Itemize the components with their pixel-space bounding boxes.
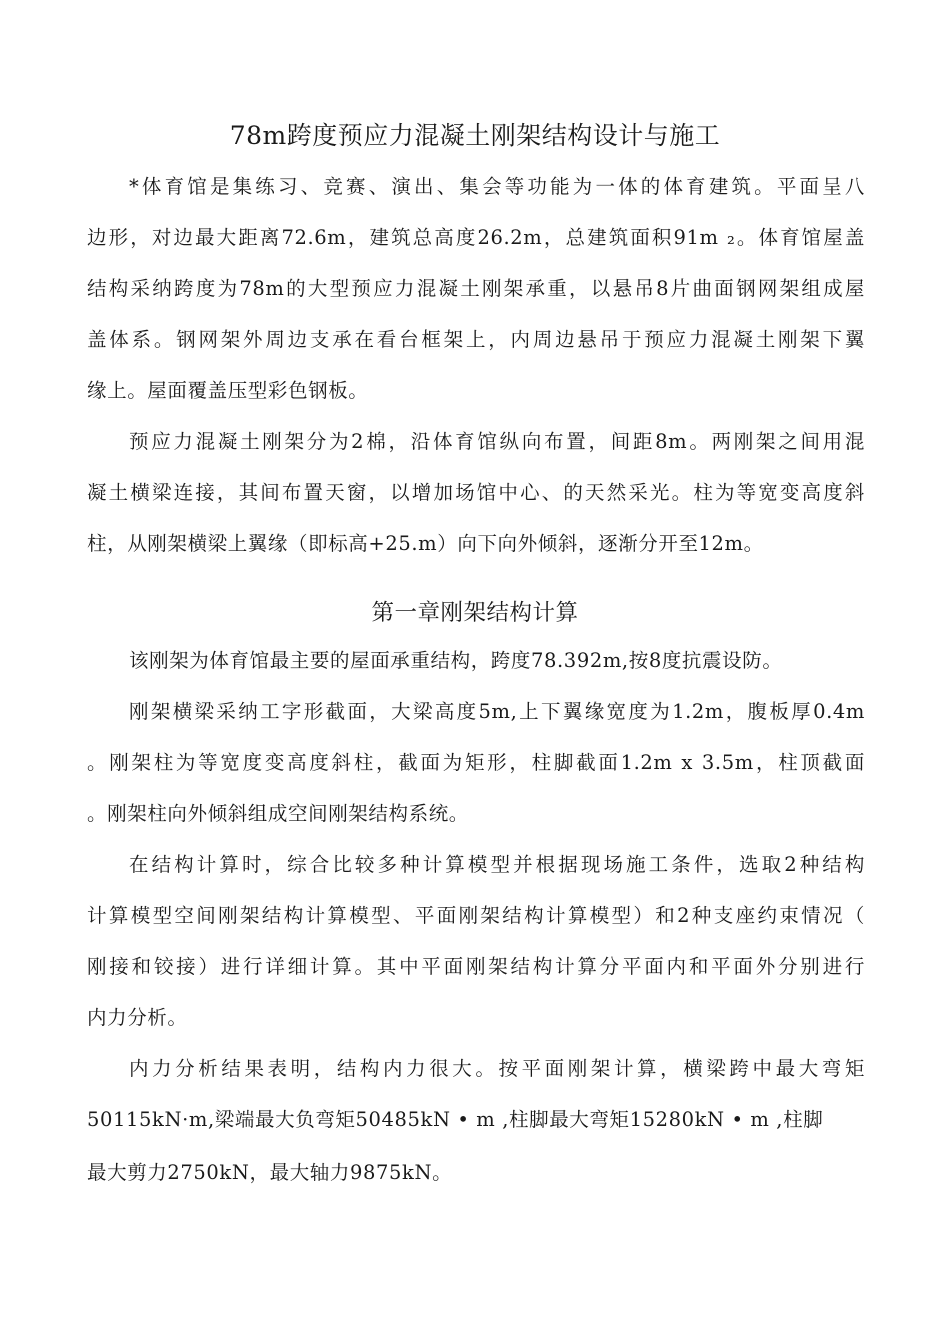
paragraph-line: 刚接和铰接）进行详细计算。其中平面刚架结构计算分平面内和平面外分别进行 [87, 955, 865, 978]
paragraph-line: 50115kN·m,梁端最大负弯矩50485kN • m ,柱脚最大弯矩15280kN • m ,柱脚 [87, 1108, 824, 1131]
paragraph-line: 凝土横梁连接，其间布置天窗，以增加场馆中心、的天然采光。柱为等宽变高度斜 [87, 481, 865, 504]
paragraph-line: 内力分析结果表明，结构内力很大。按平面刚架计算，横梁跨中最大弯矩 [129, 1057, 865, 1080]
paragraph-line: *体育馆是集练习、竞赛、演出、集会等功能为一体的体育建筑。平面呈八 [129, 175, 865, 198]
paragraph-line: 缘上。屋面覆盖压型彩色钢板。 [87, 379, 369, 402]
paragraph-line: 结构采纳跨度为78m的大型预应力混凝土刚架承重，以悬吊8片曲面钢网架组成屋 [87, 277, 865, 300]
paragraph-line: 最大剪力2750kN，最大轴力9875kN。 [87, 1161, 453, 1184]
paragraph-line: 预应力混凝土刚架分为2棉，沿体育馆纵向布置，间距8m。两刚架之间用混 [129, 430, 865, 453]
paragraph-line: 。刚架柱为等宽度变高度斜柱，截面为矩形，柱脚截面1.2m x 3.5m，柱顶截面 [87, 751, 865, 774]
paragraph-line: 计算模型空间刚架结构计算模型、平面刚架结构计算模型）和2种支座约束情况（ [87, 904, 865, 927]
paragraph-line: 。刚架柱向外倾斜组成空间刚架结构系统。 [87, 802, 469, 825]
paragraph-line: 在结构计算时，综合比较多种计算模型并根据现场施工条件，选取2种结构 [129, 853, 865, 876]
chapter-heading: 第一章刚架结构计算 [371, 600, 579, 626]
paragraph-line: 该刚架为体育馆最主要的屋面承重结构，跨度78.392m,按8度抗震设防。 [129, 649, 783, 672]
paragraph-line: 柱，从刚架横梁上翼缘（即标高+25.m）向下向外倾斜，逐渐分开至12m。 [87, 532, 764, 555]
paragraph-line: 刚架横梁采纳工字形截面，大梁高度5m,上下翼缘宽度为1.2m，腹板厚0.4m [129, 700, 865, 723]
paragraph-line: 盖体系。钢网架外周边支承在看台框架上，内周边悬吊于预应力混凝土刚架下翼 [87, 328, 865, 351]
paragraph-line: 内力分析。 [87, 1006, 188, 1029]
paragraph-line: 边形，对边最大距离72.6m，建筑总高度26.2m，总建筑面积91m ₂。体育馆屋盖 [87, 226, 865, 249]
document-title: 78m跨度预应力混凝土刚架结构设计与施工 [229, 121, 721, 150]
